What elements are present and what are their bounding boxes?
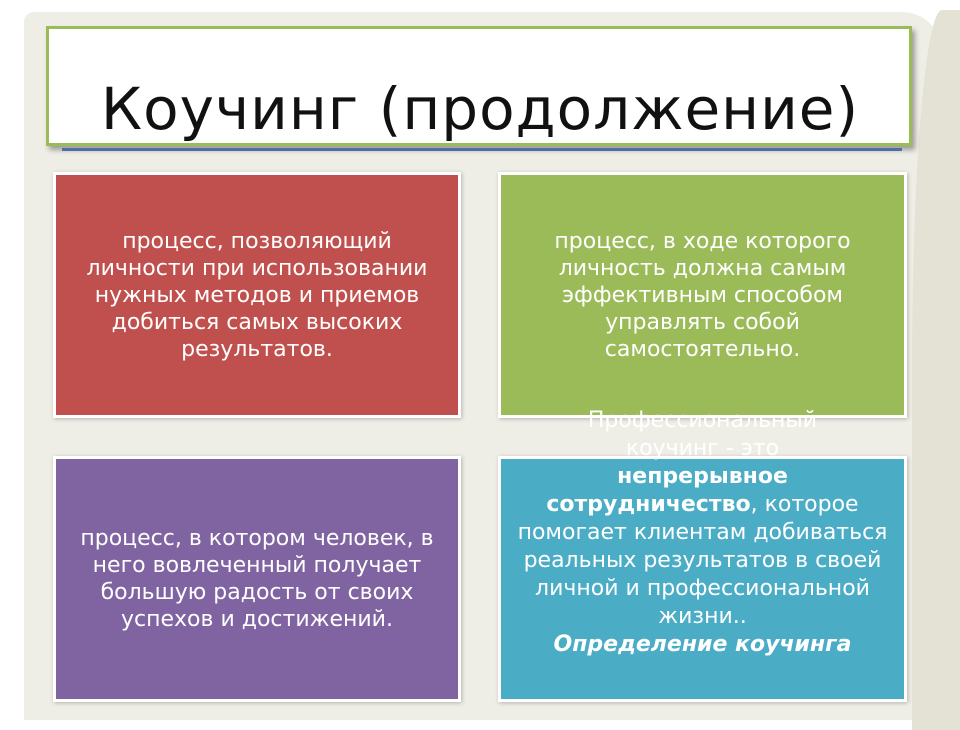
card-teal-line1: Профессиональный <box>587 408 818 433</box>
card-green-text: процесс, в ходе которого личность должна самым эффективным способом управлять собой самостоятельно. <box>554 228 851 362</box>
card-teal-rest: , которое помогает клиентам добиваться реальных результатов в своей личной и профессиональной жизни.. <box>517 492 888 629</box>
title-underline <box>62 148 902 151</box>
slide-title: Коучинг (продолжение) <box>100 75 860 143</box>
card-purple <box>53 456 461 702</box>
card-red <box>53 172 461 418</box>
card-red-text: процесс, позволяющий личности при использовании нужных методов и приемов добиться самых высоких результатов. <box>86 228 428 362</box>
card-green <box>498 172 907 418</box>
card-purple-text: процесс, в котором человек, в него вовлеченный получает большую радость от своих успехов и достижений. <box>80 526 434 632</box>
card-teal <box>498 408 907 702</box>
card-teal-text <box>501 407 904 659</box>
card-teal-emphasis: Определение коучинга <box>553 632 852 657</box>
card-teal-line2: коучинг - это <box>625 436 780 461</box>
card-teal-bold: непрерывное сотрудничество <box>546 464 788 517</box>
